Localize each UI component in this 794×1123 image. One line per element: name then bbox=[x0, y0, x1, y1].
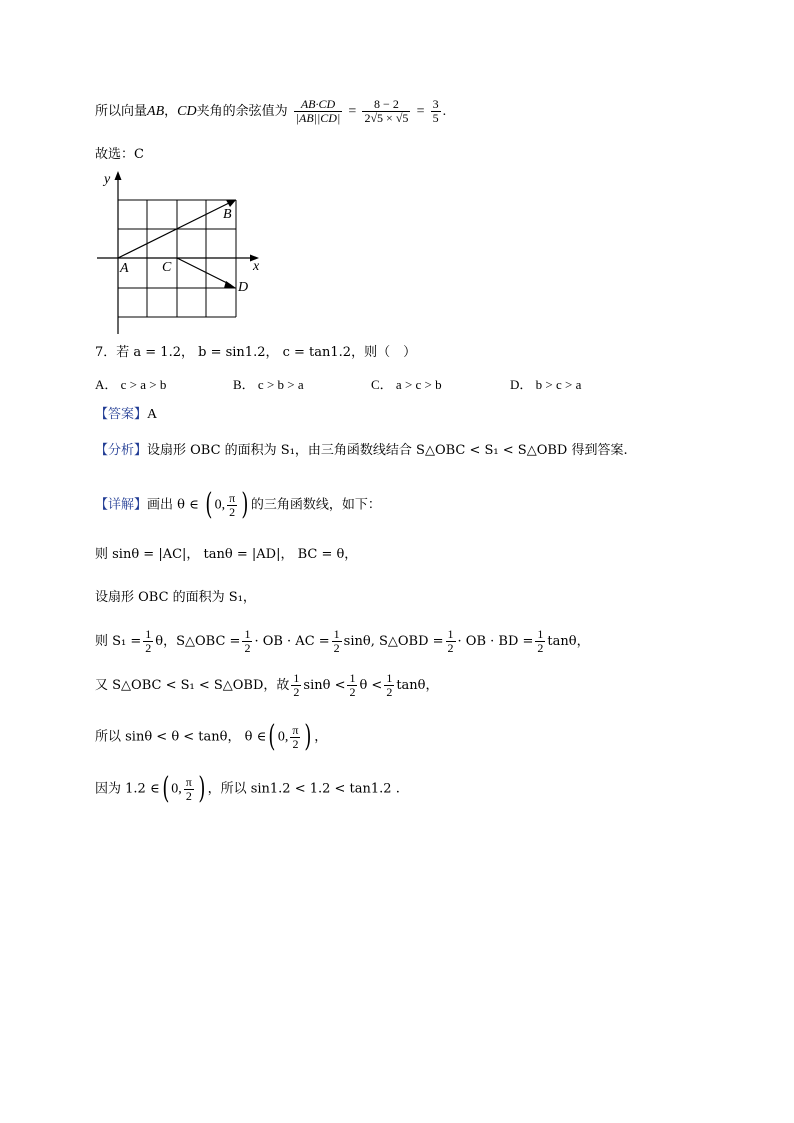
option-b: B． c > b > a bbox=[233, 377, 304, 392]
cosine-fraction-2: $\frac{8 - 2}{2√5 \times √5}$ bbox=[364, 97, 409, 125]
cosine-fraction-1: $\frac{AB\cdot CD}{|AB||CD|}$ bbox=[295, 97, 341, 125]
vector-ab: AB bbox=[147, 104, 165, 119]
analysis-tag: 【分析】 bbox=[95, 443, 148, 458]
point-a-label: A bbox=[120, 261, 129, 276]
x-axis-label: x bbox=[253, 259, 260, 274]
cosine-fraction-3: $\frac{3}{5}$ bbox=[432, 97, 439, 125]
vector-cd-line bbox=[177, 258, 231, 285]
point-d-label: D bbox=[238, 280, 249, 295]
detail-tag: 【详解】 bbox=[95, 497, 148, 513]
answer-block: 【答案】A bbox=[95, 407, 158, 422]
analysis-block: 【分析】设扇形 OBC 的面积为 S₁，由三角函数线结合 S△OBC < S₁ < S△OBD 得到答案. bbox=[95, 443, 628, 458]
detail-line-5: 又 S△OBC < S₁ < S△OBD，故 $\frac{1}{2}$ sinθ < $\frac{1}{2}$ θ < $\frac{1}{2}$ tanθ， bbox=[95, 671, 439, 699]
question-7: 7．若 a = 1.2， b = sin1.2， c = tan1.2，则（ ） bbox=[95, 345, 417, 360]
detail-line-6: 所以 sinθ < θ < tanθ， θ ∈( 0, $\frac{\pi}{2}$ ) ， bbox=[95, 719, 328, 754]
detail-line-1: 【详解】画出 θ ∈ ( 0, $\frac{\pi}{2}$ ) 的三角函数线，如下： bbox=[95, 487, 381, 522]
detail-line-7: 因为 1.2 ∈( 0, $\frac{\pi}{2}$ ) ，所以 sin1.2 < 1.2 < tan1.2 . bbox=[95, 771, 400, 806]
vector-cd-arrowhead bbox=[224, 281, 236, 288]
vector-grid-figure bbox=[95, 168, 275, 336]
y-axis-arrow bbox=[115, 171, 122, 180]
detail-line-4: 则 S₁ = $\frac{1}{2}$ θ，S△OBC = $\frac{1}{2}$ · OB · AC = $\frac{1}{2}$ sinθ, S△OBD = $\frac{1}{2}$ · OB · BD = $\frac{1}{2}$ tanθ， bbox=[95, 627, 590, 655]
detail-line-3: 设扇形 OBC 的面积为 S₁， bbox=[95, 590, 256, 605]
option-c: C． a > c > b bbox=[371, 377, 442, 392]
y-axis-label: y bbox=[104, 172, 111, 187]
detail-line-2: 则 sinθ = |AC|， tanθ = |AD|， BC = θ， bbox=[95, 547, 358, 562]
point-b-label: B bbox=[223, 207, 232, 222]
cosine-line: 所以向量AB，CD夹角的余弦值为 $\frac{AB\cdot CD}{|AB||CD|}$ = $\frac{8 - 2}{2√5 \times √5}$ = $\frac{3}{5}$ . bbox=[95, 97, 447, 125]
option-a: A． c > a > b bbox=[95, 377, 167, 392]
answer-tag: 【答案】 bbox=[95, 407, 148, 422]
vector-ab-line bbox=[118, 202, 231, 258]
vector-cd: CD bbox=[177, 104, 197, 119]
option-d: D． b > c > a bbox=[510, 377, 582, 392]
answer-line: 故选：C bbox=[95, 147, 144, 162]
point-c-label: C bbox=[162, 260, 172, 275]
